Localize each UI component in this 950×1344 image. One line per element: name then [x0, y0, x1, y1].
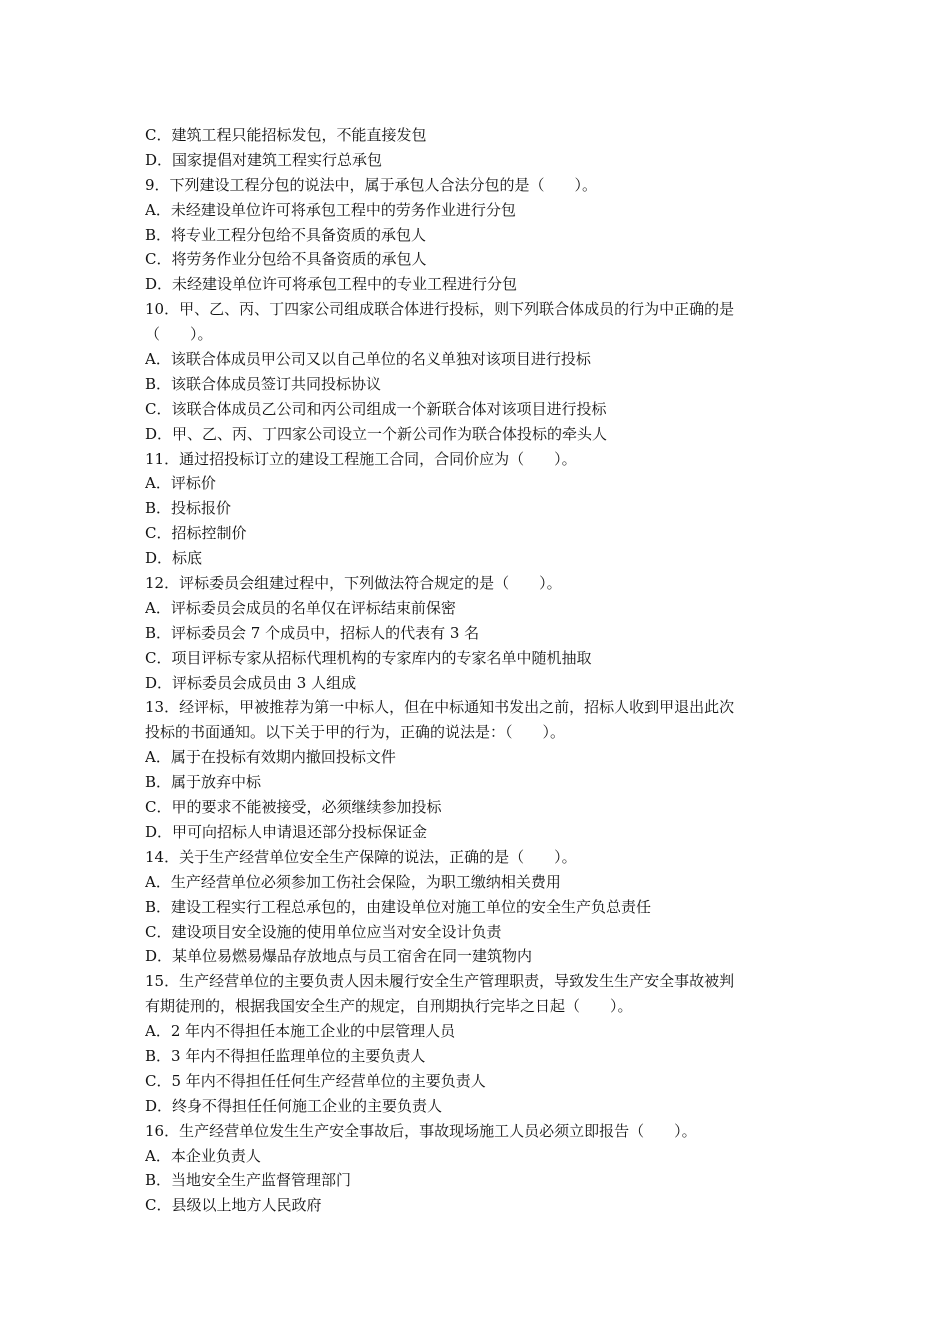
- text-line: 15．生产经营单位的主要负责人因未履行安全生产管理职责，导致发生生产安全事故被判: [145, 972, 735, 991]
- text-line: D．某单位易燃易爆品存放地点与员工宿舍在同一建筑物内: [145, 947, 533, 966]
- text-line: 9．下列建设工程分包的说法中，属于承包人合法分包的是（ ）。: [145, 175, 598, 194]
- text-line: C．建设项目安全设施的使用单位应当对安全设计负责: [145, 922, 502, 941]
- text-line: A．评标价: [145, 474, 216, 493]
- text-line: 13．经评标，甲被推荐为第一中标人，但在中标通知书发出之前，招标人收到甲退出此次: [145, 698, 735, 717]
- text-line: C．该联合体成员乙公司和丙公司组成一个新联合体对该项目进行投标: [145, 399, 607, 418]
- text-line: D．未经建设单位许可将承包工程中的专业工程进行分包: [145, 275, 518, 294]
- text-line: B．该联合体成员签订共同投标协议: [145, 374, 382, 393]
- text-line: D．国家提倡对建筑工程实行总承包: [145, 150, 383, 169]
- text-line: A．2 年内不得担任本施工企业的中层管理人员: [145, 1022, 456, 1041]
- text-line: D．标底: [145, 549, 203, 568]
- text-line: B．投标报价: [145, 499, 232, 518]
- text-line: 16．生产经营单位发生生产安全事故后，事故现场施工人员必须立即报告（ ）。: [145, 1121, 697, 1140]
- text-line: 14．关于生产经营单位安全生产保障的说法，正确的是（ ）。: [145, 847, 577, 866]
- text-line: A．本企业负责人: [145, 1146, 261, 1165]
- text-line: C．5 年内不得担任任何生产经营单位的主要负责人: [145, 1071, 486, 1090]
- text-line: B．3 年内不得担任监理单位的主要负责人: [145, 1046, 426, 1065]
- text-line: 10．甲、乙、丙、丁四家公司组成联合体进行投标，则下列联合体成员的行为中正确的是: [145, 300, 735, 319]
- text-line: D．甲可向招标人申请退还部分投标保证金: [145, 822, 428, 841]
- text-line: C．项目评标专家从招标代理机构的专家库内的专家名单中随机抽取: [145, 648, 592, 667]
- text-line: D．甲、乙、丙、丁四家公司设立一个新公司作为联合体投标的牵头人: [145, 424, 608, 443]
- text-line: B．评标委员会 7 个成员中，招标人的代表有 3 名: [145, 623, 480, 642]
- text-line: C．将劳务作业分包给不具备资质的承包人: [145, 250, 427, 269]
- text-line: A．未经建设单位许可将承包工程中的劳务作业进行分包: [145, 200, 516, 219]
- text-line: D．评标委员会成员由 3 人组成: [145, 673, 357, 692]
- text-line: A．该联合体成员甲公司又以自己单位的名义单独对该项目进行投标: [145, 350, 591, 369]
- text-line: A．属于在投标有效期内撤回投标文件: [145, 748, 396, 767]
- text-line: C．甲的要求不能被接受，必须继续参加投标: [145, 798, 442, 817]
- document-page: [145, 123, 815, 1218]
- text-line: B．属于放弃中标: [145, 773, 262, 792]
- text-line: C．招标控制价: [145, 524, 247, 543]
- text-line: B．建设工程实行工程总承包的，由建设单位对施工单位的安全生产负总责任: [145, 897, 652, 916]
- text-line: 投标的书面通知。以下关于甲的行为，正确的说法是：（ ）。: [145, 723, 566, 742]
- text-line: （ ）。: [145, 325, 213, 344]
- text-line: A．评标委员会成员的名单仅在评标结束前保密: [145, 598, 456, 617]
- text-line: B．当地安全生产监督管理部门: [145, 1171, 352, 1190]
- text-line: A．生产经营单位必须参加工伤社会保险，为职工缴纳相关费用: [145, 872, 561, 891]
- text-line: D．终身不得担任任何施工企业的主要负责人: [145, 1096, 443, 1115]
- text-line: B．将专业工程分包给不具备资质的承包人: [145, 225, 427, 244]
- text-line: 11．通过招投标订立的建设工程施工合同，合同价应为（ ）。: [145, 449, 577, 468]
- text-line: C．建筑工程只能招标发包，不能直接发包: [145, 126, 427, 144]
- text-line: C．县级以上地方人民政府: [145, 1196, 322, 1215]
- text-line: 有期徒刑的，根据我国安全生产的规定，自刑期执行完毕之日起（ ）。: [145, 997, 633, 1016]
- text-line: 12．评标委员会组建过程中，下列做法符合规定的是（ ）。: [145, 574, 562, 593]
